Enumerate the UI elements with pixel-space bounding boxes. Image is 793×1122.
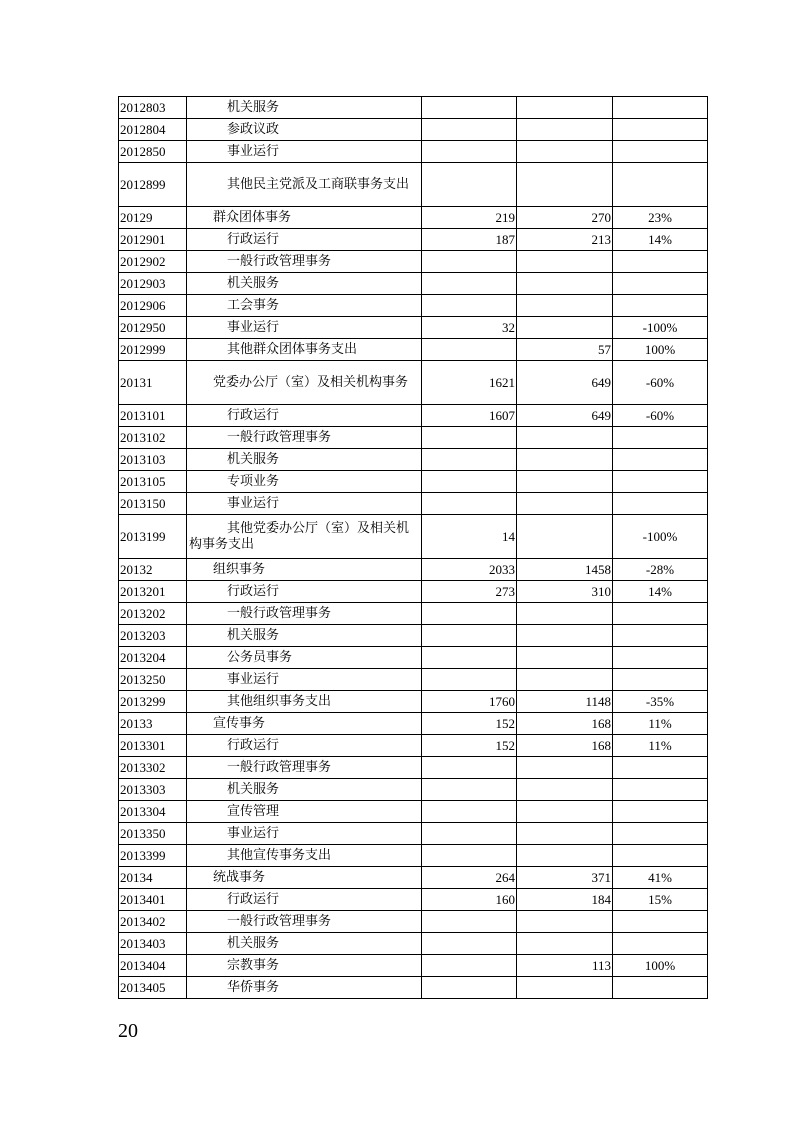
cell-change-percent: 100% [613, 339, 708, 361]
cell-value-1 [422, 647, 517, 669]
cell-code: 2013250 [119, 669, 187, 691]
cell-code: 2012902 [119, 251, 187, 273]
cell-value-2: 1148 [517, 691, 613, 713]
cell-value-2: 57 [517, 339, 613, 361]
table-row [119, 207, 708, 229]
cell-value-2: 168 [517, 735, 613, 757]
cell-item-name: 机关服务 [187, 625, 422, 647]
table-row [119, 427, 708, 449]
cell-change-percent [613, 779, 708, 801]
table-row [119, 669, 708, 691]
cell-item-name: 事业运行 [187, 317, 422, 339]
cell-code: 2013399 [119, 845, 187, 867]
cell-value-2: 1458 [517, 559, 613, 581]
table-row [119, 559, 708, 581]
cell-value-2 [517, 823, 613, 845]
cell-code: 2013303 [119, 779, 187, 801]
cell-value-2 [517, 251, 613, 273]
cell-change-percent [613, 757, 708, 779]
cell-value-1: 2033 [422, 559, 517, 581]
cell-item-name: 机关服务 [187, 933, 422, 955]
cell-value-1: 219 [422, 207, 517, 229]
table-row [119, 823, 708, 845]
cell-value-1: 273 [422, 581, 517, 603]
cell-code: 2013204 [119, 647, 187, 669]
table-row [119, 405, 708, 427]
table-row [119, 713, 708, 735]
cell-value-2: 113 [517, 955, 613, 977]
cell-change-percent [613, 493, 708, 515]
cell-change-percent: -100% [613, 515, 708, 559]
cell-value-1 [422, 669, 517, 691]
cell-change-percent: 23% [613, 207, 708, 229]
cell-item-name: 工会事务 [187, 295, 422, 317]
cell-change-percent: 11% [613, 713, 708, 735]
cell-change-percent [613, 97, 708, 119]
page-number: 20 [118, 1020, 138, 1042]
cell-code: 2013403 [119, 933, 187, 955]
cell-code: 2013404 [119, 955, 187, 977]
cell-value-1: 1760 [422, 691, 517, 713]
budget-table-body [119, 97, 708, 999]
table-row [119, 911, 708, 933]
cell-change-percent: -60% [613, 361, 708, 405]
cell-value-2 [517, 141, 613, 163]
cell-value-2: 213 [517, 229, 613, 251]
cell-change-percent: -35% [613, 691, 708, 713]
cell-value-2 [517, 471, 613, 493]
table-row [119, 933, 708, 955]
cell-item-name: 事业运行 [187, 493, 422, 515]
table-row [119, 757, 708, 779]
table-row [119, 977, 708, 999]
cell-item-name: 专项业务 [187, 471, 422, 493]
cell-change-percent [613, 625, 708, 647]
table-row [119, 119, 708, 141]
table-row [119, 273, 708, 295]
cell-value-2 [517, 669, 613, 691]
cell-item-name: 机关服务 [187, 273, 422, 295]
cell-value-2 [517, 317, 613, 339]
cell-change-percent: 15% [613, 889, 708, 911]
cell-value-1 [422, 779, 517, 801]
cell-item-name: 群众团体事务 [187, 207, 422, 229]
cell-item-name: 组织事务 [187, 559, 422, 581]
cell-item-name: 参政议政 [187, 119, 422, 141]
table-row [119, 691, 708, 713]
cell-value-1: 160 [422, 889, 517, 911]
cell-item-name: 宗教事务 [187, 955, 422, 977]
table-row [119, 317, 708, 339]
cell-item-name: 事业运行 [187, 141, 422, 163]
cell-change-percent [613, 801, 708, 823]
cell-code: 2012899 [119, 163, 187, 207]
cell-item-name: 机关服务 [187, 97, 422, 119]
table-row [119, 471, 708, 493]
cell-value-1 [422, 295, 517, 317]
cell-value-2 [517, 647, 613, 669]
cell-item-name: 其他群众团体事务支出 [187, 339, 422, 361]
cell-code: 20129 [119, 207, 187, 229]
cell-value-1 [422, 845, 517, 867]
budget-table [118, 96, 708, 999]
cell-code: 2013405 [119, 977, 187, 999]
cell-change-percent: -100% [613, 317, 708, 339]
cell-value-1 [422, 977, 517, 999]
cell-value-2 [517, 163, 613, 207]
cell-value-2 [517, 493, 613, 515]
cell-value-1 [422, 955, 517, 977]
table-row [119, 339, 708, 361]
table-row [119, 735, 708, 757]
table-row [119, 801, 708, 823]
cell-value-1 [422, 97, 517, 119]
cell-item-name: 宣传事务 [187, 713, 422, 735]
cell-value-2: 649 [517, 405, 613, 427]
cell-code: 2013299 [119, 691, 187, 713]
cell-value-2 [517, 757, 613, 779]
cell-code: 20131 [119, 361, 187, 405]
cell-value-2: 649 [517, 361, 613, 405]
cell-value-2 [517, 625, 613, 647]
cell-item-name: 行政运行 [187, 405, 422, 427]
table-row [119, 603, 708, 625]
cell-code: 2013401 [119, 889, 187, 911]
cell-item-name: 行政运行 [187, 581, 422, 603]
cell-value-1 [422, 801, 517, 823]
cell-change-percent: 11% [613, 735, 708, 757]
cell-code: 2013304 [119, 801, 187, 823]
cell-value-1 [422, 273, 517, 295]
cell-change-percent [613, 449, 708, 471]
cell-value-1 [422, 471, 517, 493]
cell-value-1 [422, 427, 517, 449]
cell-change-percent [613, 603, 708, 625]
cell-value-2: 168 [517, 713, 613, 735]
cell-change-percent: -60% [613, 405, 708, 427]
cell-item-name: 其他民主党派及工商联事务支出 [187, 163, 422, 207]
table-row [119, 955, 708, 977]
cell-code: 2012803 [119, 97, 187, 119]
cell-change-percent [613, 823, 708, 845]
cell-change-percent [613, 119, 708, 141]
cell-code: 2012850 [119, 141, 187, 163]
cell-change-percent [613, 845, 708, 867]
cell-change-percent: 100% [613, 955, 708, 977]
cell-code: 2012999 [119, 339, 187, 361]
cell-change-percent [613, 669, 708, 691]
table-row [119, 493, 708, 515]
table-row [119, 361, 708, 405]
cell-value-2 [517, 295, 613, 317]
cell-code: 2013105 [119, 471, 187, 493]
cell-value-2 [517, 119, 613, 141]
cell-code: 2012950 [119, 317, 187, 339]
cell-change-percent [613, 427, 708, 449]
cell-value-2: 270 [517, 207, 613, 229]
cell-value-2 [517, 779, 613, 801]
cell-value-1 [422, 757, 517, 779]
cell-item-name: 公务员事务 [187, 647, 422, 669]
cell-item-name: 行政运行 [187, 735, 422, 757]
cell-change-percent: 41% [613, 867, 708, 889]
cell-code: 2013103 [119, 449, 187, 471]
cell-item-name: 一般行政管理事务 [187, 911, 422, 933]
cell-value-1: 152 [422, 713, 517, 735]
cell-change-percent: 14% [613, 229, 708, 251]
cell-code: 2013199 [119, 515, 187, 559]
cell-item-name: 行政运行 [187, 889, 422, 911]
cell-value-2 [517, 911, 613, 933]
cell-change-percent [613, 471, 708, 493]
cell-change-percent [613, 911, 708, 933]
cell-value-2 [517, 427, 613, 449]
cell-change-percent: 14% [613, 581, 708, 603]
cell-value-1 [422, 933, 517, 955]
table-row [119, 845, 708, 867]
cell-item-name: 机关服务 [187, 449, 422, 471]
table-row [119, 141, 708, 163]
cell-value-2 [517, 97, 613, 119]
cell-change-percent [613, 163, 708, 207]
cell-code: 2013350 [119, 823, 187, 845]
cell-code: 2013102 [119, 427, 187, 449]
table-row [119, 449, 708, 471]
table-row [119, 867, 708, 889]
cell-item-name: 行政运行 [187, 229, 422, 251]
table-row [119, 163, 708, 207]
cell-item-name: 华侨事务 [187, 977, 422, 999]
cell-value-2 [517, 273, 613, 295]
cell-code: 2013402 [119, 911, 187, 933]
cell-value-2 [517, 801, 613, 823]
cell-code: 2012906 [119, 295, 187, 317]
cell-value-1: 14 [422, 515, 517, 559]
cell-code: 20132 [119, 559, 187, 581]
cell-code: 2012901 [119, 229, 187, 251]
cell-value-1 [422, 911, 517, 933]
cell-value-2: 310 [517, 581, 613, 603]
cell-value-2 [517, 603, 613, 625]
cell-value-2 [517, 515, 613, 559]
cell-value-2 [517, 845, 613, 867]
cell-value-1 [422, 603, 517, 625]
cell-change-percent [613, 273, 708, 295]
cell-item-name: 其他组织事务支出 [187, 691, 422, 713]
table-row [119, 581, 708, 603]
cell-value-1 [422, 339, 517, 361]
cell-code: 2013150 [119, 493, 187, 515]
table-row [119, 625, 708, 647]
cell-code: 2012804 [119, 119, 187, 141]
cell-change-percent [613, 251, 708, 273]
cell-item-name: 一般行政管理事务 [187, 251, 422, 273]
cell-value-1: 152 [422, 735, 517, 757]
table-row [119, 515, 708, 559]
table-row [119, 647, 708, 669]
cell-value-2 [517, 933, 613, 955]
cell-item-name: 一般行政管理事务 [187, 603, 422, 625]
cell-value-2: 371 [517, 867, 613, 889]
cell-value-1 [422, 141, 517, 163]
table-row [119, 97, 708, 119]
cell-value-1: 1607 [422, 405, 517, 427]
cell-code: 2013201 [119, 581, 187, 603]
cell-code: 2012903 [119, 273, 187, 295]
cell-code: 2013202 [119, 603, 187, 625]
cell-code: 20133 [119, 713, 187, 735]
cell-value-1 [422, 823, 517, 845]
cell-item-name: 其他宣传事务支出 [187, 845, 422, 867]
table-row [119, 251, 708, 273]
cell-value-2: 184 [517, 889, 613, 911]
cell-item-name: 党委办公厅（室）及相关机构事务 [187, 361, 422, 405]
cell-value-2 [517, 977, 613, 999]
cell-code: 2013203 [119, 625, 187, 647]
cell-item-name: 统战事务 [187, 867, 422, 889]
cell-value-1: 32 [422, 317, 517, 339]
cell-code: 2013101 [119, 405, 187, 427]
cell-change-percent [613, 295, 708, 317]
cell-item-name: 一般行政管理事务 [187, 427, 422, 449]
cell-value-1 [422, 251, 517, 273]
table-row [119, 229, 708, 251]
cell-value-1 [422, 449, 517, 471]
cell-change-percent: -28% [613, 559, 708, 581]
cell-code: 2013301 [119, 735, 187, 757]
cell-item-name: 事业运行 [187, 823, 422, 845]
cell-value-1 [422, 493, 517, 515]
cell-code: 20134 [119, 867, 187, 889]
cell-change-percent [613, 933, 708, 955]
cell-value-1: 1621 [422, 361, 517, 405]
cell-change-percent [613, 141, 708, 163]
cell-change-percent [613, 977, 708, 999]
cell-code: 2013302 [119, 757, 187, 779]
cell-value-1 [422, 625, 517, 647]
cell-value-1 [422, 119, 517, 141]
cell-item-name: 机关服务 [187, 779, 422, 801]
cell-change-percent [613, 647, 708, 669]
cell-value-1: 264 [422, 867, 517, 889]
table-row [119, 295, 708, 317]
cell-value-1 [422, 163, 517, 207]
cell-item-name: 宣传管理 [187, 801, 422, 823]
cell-item-name: 一般行政管理事务 [187, 757, 422, 779]
cell-value-1: 187 [422, 229, 517, 251]
cell-item-name: 其他党委办公厅（室）及相关机构事务支出 [187, 515, 422, 559]
table-row [119, 889, 708, 911]
cell-item-name: 事业运行 [187, 669, 422, 691]
cell-value-2 [517, 449, 613, 471]
table-row [119, 779, 708, 801]
